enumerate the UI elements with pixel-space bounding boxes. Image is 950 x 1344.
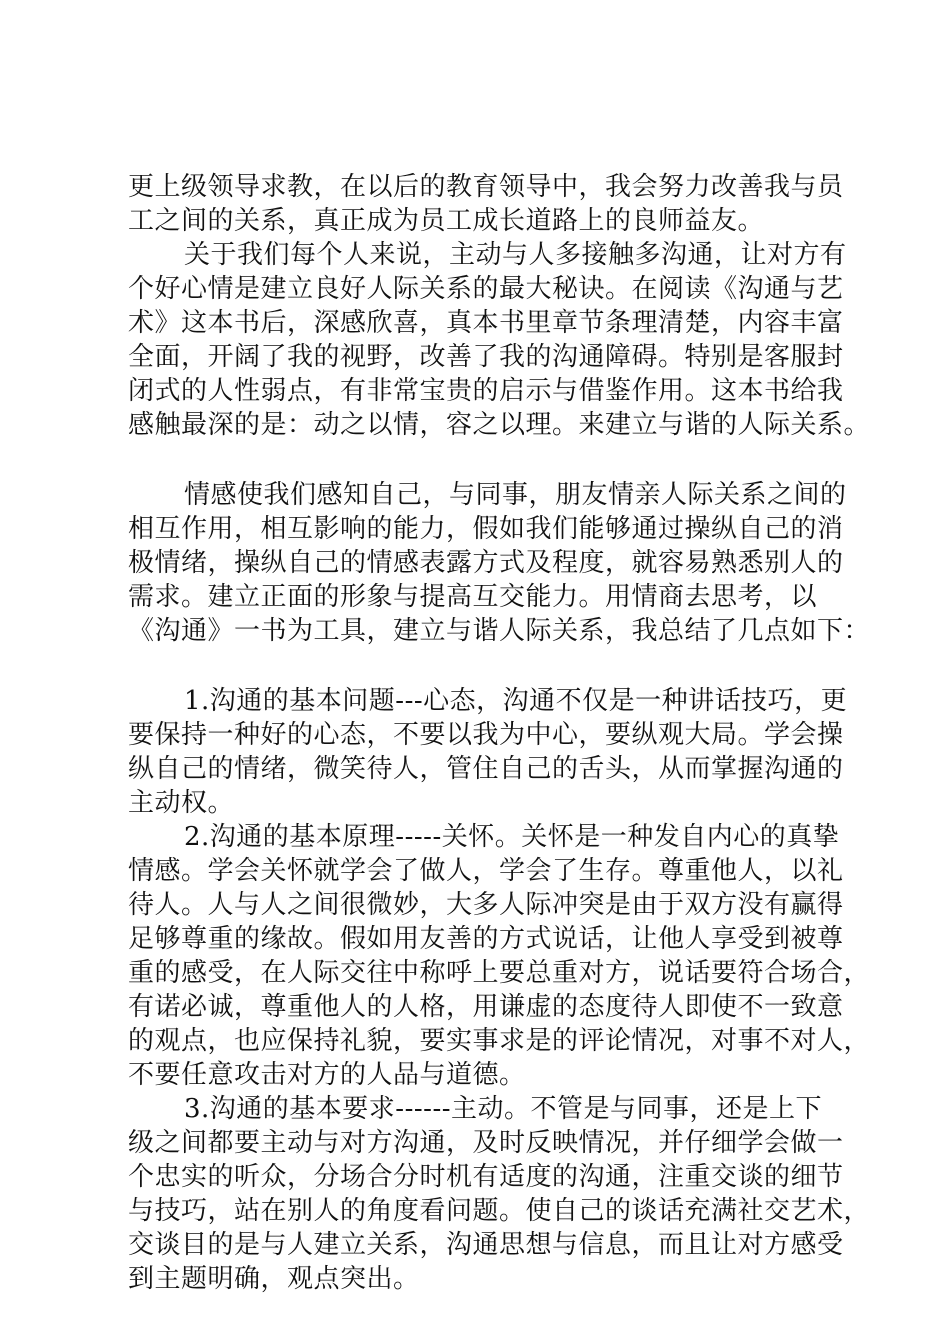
text-line: 工之间的关系，真正成为员工成长道路上的良师益友。 [128, 206, 765, 236]
paragraph-gap [128, 442, 824, 478]
text-line: 级之间都要主动与对方沟通，及时反映情况，并仔细学会做一 [128, 1128, 844, 1158]
text-line: 待人。人与人之间很微妙，大多人际冲突是由于双方没有赢得 [128, 890, 844, 920]
text-line: 相互作用，相互影响的能力，假如我们能够通过操纵自己的消 [128, 514, 844, 544]
text-line: 个忠实的听众，分场合分时机有适度的沟通，注重交谈的细节 [128, 1162, 844, 1192]
text-line: 1.沟通的基本问题---心态，沟通不仅是一种讲话技巧，更 [184, 686, 848, 716]
paragraph-gap [128, 648, 824, 684]
text-line: 不要任意攻击对方的人品与道德。 [128, 1060, 526, 1090]
text-line: 术》这本书后，深感欣喜，真本书里章节条理清楚，内容丰富 [128, 308, 844, 338]
text-line: 全面，开阔了我的视野，改善了我的沟通障碍。特别是客服封 [128, 342, 844, 372]
text-line: 足够尊重的缘故。假如用友善的方式说话，让他人享受到被尊 [128, 924, 844, 954]
text-line: 关于我们每个人来说，主动与人多接触多沟通，让对方有 [184, 240, 847, 270]
text-line: 《沟通》一书为工具，建立与谐人际关系，我总结了几点如下： [128, 616, 871, 646]
text-line: 纵自己的情绪，微笑待人，管住自己的舌头，从而掌握沟通的 [128, 754, 844, 784]
text-line: 交谈目的是与人建立关系，沟通思想与信息，而且让对方感受 [128, 1230, 844, 1260]
text-line: 情感。学会关怀就学会了做人，学会了生存。尊重他人，以礼 [128, 856, 844, 886]
text-line: 闭式的人性弱点，有非常宝贵的启示与借鉴作用。这本书给我 [128, 376, 844, 406]
document-body [128, 170, 871, 1296]
text-line: 感触最深的是：动之以情，容之以理。来建立与谐的人际关系。 [128, 410, 871, 440]
text-line: 3.沟通的基本要求------主动。不管是与同事，还是上下 [184, 1094, 823, 1124]
text-line: 需求。建立正面的形象与提高互交能力。用情商去思考，以 [128, 582, 818, 612]
text-line: 主动权。 [128, 788, 235, 818]
text-line: 个好心情是建立良好人际关系的最大秘诀。在阅读《沟通与艺 [128, 274, 844, 304]
text-line: 重的感受，在人际交往中称呼上要总重对方，说话要符合场合， [128, 958, 871, 988]
text-line: 的观点，也应保持礼貌，要实事求是的评论情况，对事不对人， [128, 1026, 871, 1056]
text-line: 极情绪，操纵自己的情感表露方式及程度，就容易熟悉别人的 [128, 548, 844, 578]
text-line: 与技巧，站在别人的角度看问题。使自己的谈话充满社交艺术， [128, 1196, 871, 1226]
text-line: 有诺必诚，尊重他人的人格，用谦虚的态度待人即使不一致意 [128, 992, 844, 1022]
text-line: 要保持一种好的心态，不要以我为中心，要纵观大局。学会操 [128, 720, 844, 750]
text-line: 2.沟通的基本原理-----关怀。关怀是一种发自内心的真挚 [184, 822, 840, 852]
text-line: 到主题明确，观点突出。 [128, 1264, 420, 1294]
text-line: 更上级领导求教，在以后的教育领导中，我会努力改善我与员 [128, 172, 844, 202]
text-line: 情感使我们感知自己，与同事，朋友情亲人际关系之间的 [184, 480, 847, 510]
